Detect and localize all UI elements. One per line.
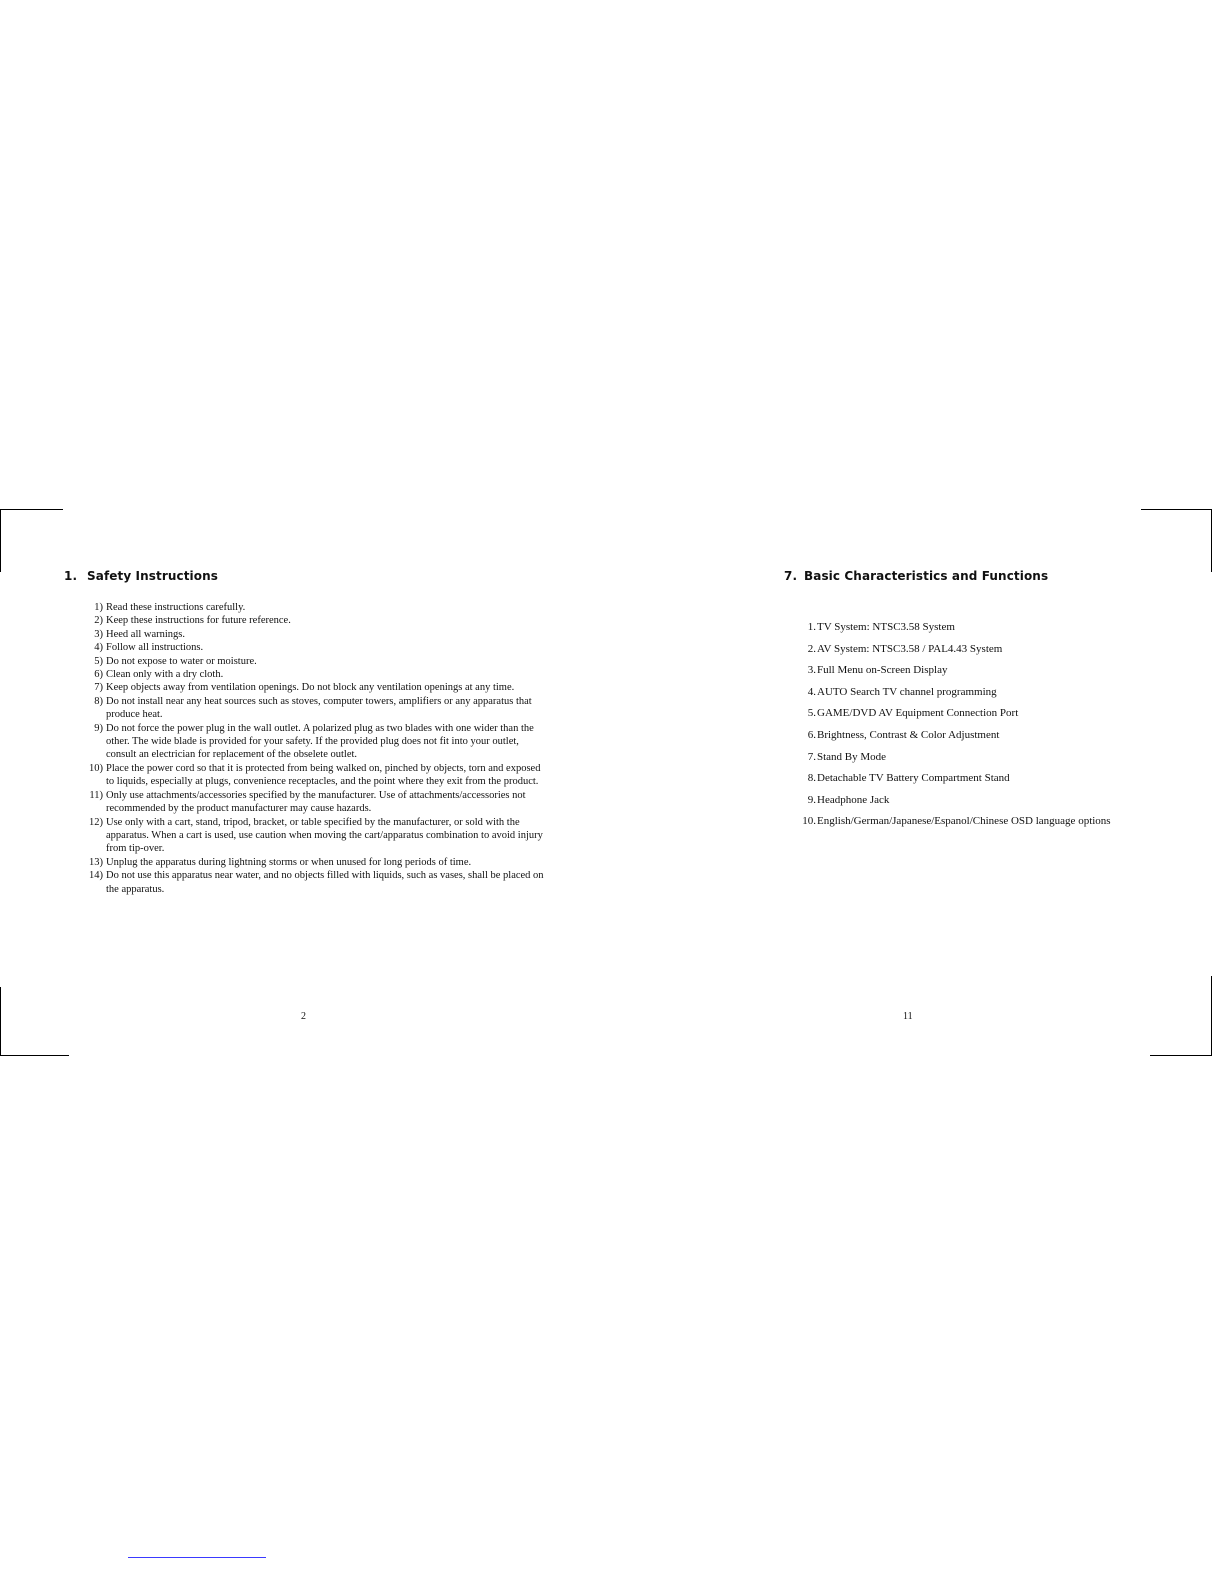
item-text: AV System: NTSC3.58 / PAL4.43 System [817, 642, 1003, 655]
item-number: 10. [802, 815, 816, 828]
item-text: Full Menu on-Screen Display [817, 664, 948, 677]
list-item [85, 668, 545, 681]
safety-heading-number: 1. [64, 569, 78, 583]
item-text: Read these instructions carefully. [106, 602, 246, 613]
crop-mark-top-left-h [0, 509, 63, 510]
item-number: 3) [94, 628, 103, 640]
item-number: 9. [807, 793, 816, 806]
item-number: 6) [94, 669, 103, 681]
item-number: 14) [89, 870, 103, 882]
list-item [85, 869, 545, 896]
list-item [797, 771, 1197, 793]
item-text: Do not install near any heat sources such as stoves, computer towers, amplifiers or any apparatus that produce heat. [106, 695, 532, 721]
list-item [85, 816, 545, 856]
link-underline [128, 1557, 266, 1558]
list-item [797, 750, 1197, 772]
crop-mark-bottom-right-v [1211, 976, 1212, 1056]
item-number: 3. [807, 664, 816, 677]
item-text: Keep these instructions for future reference. [106, 615, 291, 627]
item-text: Use only with a cart, stand, tripod, bracket, or table specified by the manufacturer, or sold with the apparatus. When a cart is used, use caution when moving the cart/apparatus combination to avoid injury from tip-over. [106, 816, 543, 855]
safety-instructions-list [85, 601, 545, 896]
list-item [85, 789, 545, 816]
item-number: 5) [94, 655, 103, 667]
item-text: Do not expose to water or moisture. [106, 655, 257, 667]
crop-mark-bottom-left-v [0, 987, 1, 1056]
list-item [797, 793, 1197, 815]
list-item [797, 728, 1197, 750]
list-item [85, 628, 545, 641]
item-text: Unplug the apparatus during lightning storms or when unused for long periods of time. [106, 856, 472, 868]
item-text: Stand By Mode [817, 750, 887, 763]
crop-mark-bottom-left-h [0, 1055, 69, 1056]
crop-mark-top-right-h [1141, 509, 1212, 510]
item-number: 8. [807, 772, 816, 785]
item-number: 9) [94, 722, 103, 734]
item-text: Detachable TV Battery Compartment Stand [817, 772, 1010, 785]
item-text: Clean only with a dry cloth. [106, 669, 224, 681]
item-number: 5. [807, 707, 816, 720]
list-item [85, 856, 545, 869]
item-text: AUTO Search TV channel programming [817, 685, 997, 698]
list-item [85, 762, 545, 789]
item-text: Only use attachments/accessories specified by the manufacturer. Use of attachments/accessories not recommended by the product manufacturer may cause hazards. [106, 789, 526, 815]
item-text: GAME/DVD AV Equipment Connection Port [817, 707, 1019, 720]
list-item [85, 614, 545, 627]
item-number: 11) [89, 789, 103, 801]
item-text: Place the power cord so that it is protected from being walked on, pinched by objects, torn and exposed to liquids, especially at plugs, convenience receptacles, and the point where they exit from the product. [106, 762, 541, 788]
features-heading-title: Basic Characteristics and Functions [804, 569, 1049, 583]
list-item [85, 655, 545, 668]
safety-heading-title: Safety Instructions [87, 569, 218, 583]
item-number: 7) [94, 682, 103, 694]
item-number: 2. [807, 642, 816, 655]
item-text: TV System: NTSC3.58 System [817, 621, 955, 633]
item-number: 4) [94, 642, 103, 654]
features-heading-number: 7. [784, 569, 798, 583]
item-number: 2) [94, 615, 103, 627]
crop-mark-top-left-v [0, 509, 1, 572]
item-number: 4. [807, 685, 816, 698]
crop-mark-bottom-right-h [1150, 1055, 1212, 1056]
item-number: 12) [89, 816, 103, 828]
item-number: 1. [807, 621, 816, 633]
item-number: 8) [94, 695, 103, 707]
item-text: Headphone Jack [817, 793, 890, 806]
item-text: English/German/Japanese/Espanol/Chinese OSD language options [817, 815, 1111, 828]
list-item [797, 642, 1197, 664]
item-number: 10) [89, 762, 103, 774]
item-text: Do not use this apparatus near water, and no objects filled with liquids, such as vases, shall be placed on the apparatus. [106, 870, 544, 895]
list-item [85, 641, 545, 654]
list-item [797, 620, 1197, 642]
page-number-right: 11 [903, 1011, 913, 1022]
page-number-left: 2 [301, 1011, 306, 1022]
list-item [797, 663, 1197, 685]
item-number: 6. [807, 728, 816, 741]
item-text: Keep objects away from ventilation openings. Do not block any ventilation openings at any time. [106, 682, 515, 694]
item-number: 13) [89, 856, 103, 868]
item-text: Heed all warnings. [106, 628, 186, 640]
crop-mark-top-right-v [1211, 509, 1212, 572]
item-text: Follow all instructions. [106, 642, 204, 654]
item-text: Do not force the power plug in the wall outlet. A polarized plug as two blades with one wider than the other. The wide blade is provided for your safety. If the provided plug does not fit into your outlet, consult an electrician for replacement of the obselete outlet. [106, 722, 534, 761]
safety-heading [64, 569, 218, 583]
list-item [797, 685, 1197, 707]
item-text: Brightness, Contrast & Color Adjustment [817, 728, 1000, 741]
item-number: 1) [94, 602, 103, 613]
list-item [85, 695, 545, 722]
list-item [85, 681, 545, 694]
features-list [797, 620, 1197, 836]
list-item [797, 706, 1197, 728]
features-heading [784, 569, 1048, 583]
list-item [85, 601, 545, 614]
list-item [797, 814, 1197, 836]
list-item [85, 722, 545, 762]
item-number: 7. [807, 750, 816, 763]
